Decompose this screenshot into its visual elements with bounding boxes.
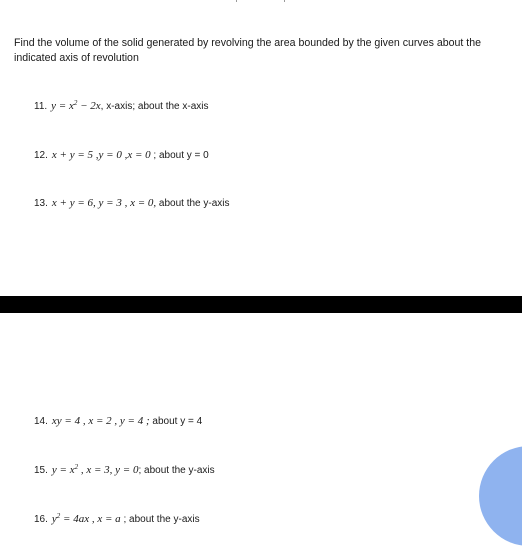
crop-mark: [236, 0, 237, 2]
problem-16: [34, 513, 200, 526]
problem-number: 14.: [34, 416, 48, 427]
problem-11: [34, 100, 209, 113]
problem-14: [34, 415, 202, 428]
problem-equation: $y = x^2 - 2x$: [51, 99, 101, 112]
problem-axis: ; about the y-axis: [120, 514, 200, 525]
problem-axis: ; about y = 0: [150, 150, 209, 161]
problem-number: 15.: [34, 465, 48, 476]
problem-number: 11.: [34, 101, 48, 112]
problem-12: [34, 149, 209, 162]
floating-action-button[interactable]: [479, 446, 522, 546]
problem-equation: $y^2 = 4ax$ , x = a: [51, 512, 121, 525]
problem-equation: x + y = 5 ,y = 0 ,x = 0: [51, 149, 151, 161]
problem-number: 12.: [34, 150, 48, 161]
problem-15: [34, 464, 215, 477]
crop-mark: [284, 0, 285, 2]
problem-equation: xy = 4 , x = 2 , y = 4 ;: [51, 415, 150, 427]
problem-axis: about the y-axis: [156, 198, 230, 209]
problem-axis: ; about the y-axis: [138, 465, 215, 476]
problem-equation: $y = x^2$ , x = 3, y = 0: [51, 463, 139, 476]
instructions-text: Find the volume of the solid generated by revolving the area bounded by the given curves about the indicated axis of revolution: [14, 37, 482, 64]
problem-13: [34, 197, 230, 210]
page-divider: [0, 296, 522, 313]
problem-equation: x + y = 6, y = 3 , x = 0,: [51, 197, 157, 209]
problem-number: 16.: [34, 514, 48, 525]
problem-axis: , x-axis; about the x-axis: [100, 101, 209, 112]
problem-number: 13.: [34, 198, 48, 209]
problem-axis: about y = 4: [149, 416, 203, 427]
